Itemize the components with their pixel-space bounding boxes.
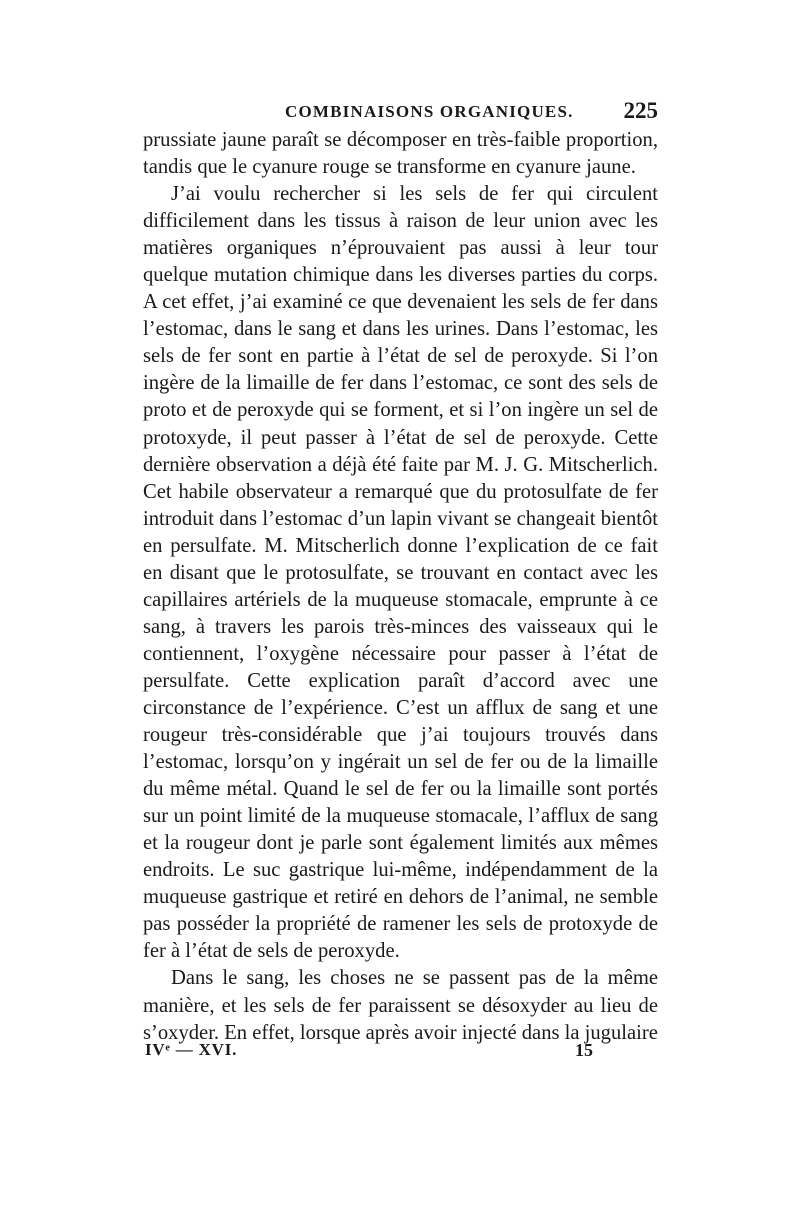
running-title: COMBINAISONS ORGANIQUES. (285, 102, 574, 121)
paragraph-1: prussiate jaune paraît se décomposer en très-faible proportion, tandis que le cyanure rouge se transforme en cyanure jaune. (143, 129, 658, 179)
paragraph-2: J’ai voulu rechercher si les sels de fer qui circulent difficilement dans les tissus à raison de leur union avec les matières organiques n’éprouvaient pas aussi à leur tour quelque mutation chimique dans les diverses parties du corps. A cet effet, j’ai examiné ce que devenaient les sels de fer dans l’estomac, dans le sang et dans les urines. Dans l’estomac, les sels de fer sont en partie à l’état de sel de peroxyde. Si l’on ingère de la limaille de fer dans l’estomac, ce sont des sels de proto et de peroxyde qui se forment, et si l’on ingère un sel de protoxyde, il peut passer à l’état de sel de peroxyde. Cette dernière observation a déjà été faite par M. J. G. Mitscherlich. Cet habile observateur a remarqué que du protosulfate de fer introduit dans l’estomac d’un lapin vivant se changeait bientôt en persulfate. M. Mitscherlich donne l’explication de ce fait en disant que le protosulfate, se trouvant en contact avec les capillaires artériels de la muqueuse stomacale, emprunte à ce sang, à travers les parois très-minces des vaisseaux qui le contiennent, l’oxygène nécessaire pour passer à l’état de persulfate. Cette explication paraît d’accord avec une circonstance de l’expérience. C’est un afflux de sang et une rougeur très-considérable que j’ai toujours trouvés dans l’estomac, lorsqu’on y ingérait un sel de fer ou de la limaille du même métal. Quand le sel de fer ou la limaille sont portés sur un point limité de la muqueuse stomacale, l’afflux de sang et la rougeur dont je parle sont également limités aux mêmes endroits. Le suc gastrique lui-même, indépendamment de la muqueuse gastrique et retiré en dehors de l’animal, ne semble pas posséder la propriété de ramener les sels de protoxyde de fer à l’état de sels de peroxyde. (143, 183, 658, 963)
page-header (143, 98, 658, 128)
sheet-number: 15 (575, 1040, 593, 1060)
signature-mark: IVᵉ — XVI. (145, 1040, 238, 1059)
body-text (143, 127, 658, 1047)
page-number: 225 (623, 98, 658, 123)
page-footer (143, 1040, 658, 1066)
paragraph-3: Dans le sang, les choses ne se passent pas de la même manière, et les sels de fer paraissent se désoxyder au lieu de s’oxyder. En effet, lorsque après avoir injecté dans la jugulaire (143, 967, 658, 1044)
